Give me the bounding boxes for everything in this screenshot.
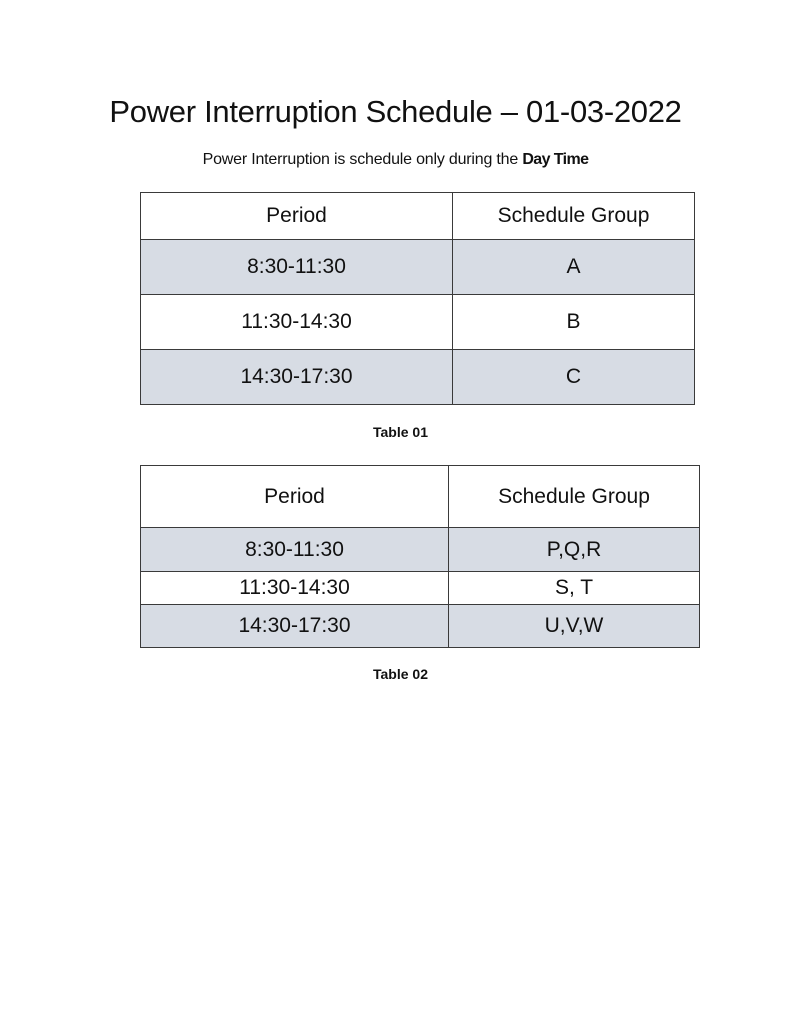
period-cell: 11:30-14:30 <box>141 295 453 350</box>
subtitle-text: Power Interruption is schedule only during the <box>202 151 523 168</box>
period-cell: 8:30-11:30 <box>141 240 453 295</box>
period-cell: 8:30-11:30 <box>141 528 449 572</box>
page-title: Power Interruption Schedule – 01-03-2022 <box>109 94 682 129</box>
table-caption-01: Table 01 <box>373 424 428 440</box>
table-row <box>141 350 695 405</box>
period-cell: 11:30-14:30 <box>141 572 449 605</box>
table-row <box>141 572 700 605</box>
table-header-row <box>141 193 695 240</box>
period-cell: 14:30-17:30 <box>141 605 449 648</box>
column-header-period: Period <box>141 193 453 240</box>
period-cell: 14:30-17:30 <box>141 350 453 405</box>
column-header-schedule-group: Schedule Group <box>453 193 695 240</box>
schedule-table-01 <box>140 192 695 405</box>
table-caption-02: Table 02 <box>373 666 428 682</box>
table-row <box>141 240 695 295</box>
column-header-schedule-group: Schedule Group <box>449 466 700 528</box>
group-cell: A <box>453 240 695 295</box>
table-header-row <box>141 466 700 528</box>
group-cell: C <box>453 350 695 405</box>
table-row <box>141 605 700 648</box>
page-subtitle <box>0 151 791 169</box>
group-cell: U,V,W <box>449 605 700 648</box>
group-cell: S, T <box>449 572 700 605</box>
subtitle-emphasis: Day Time <box>522 151 589 168</box>
group-cell: B <box>453 295 695 350</box>
group-cell: P,Q,R <box>449 528 700 572</box>
column-header-period: Period <box>141 466 449 528</box>
schedule-table-02 <box>140 465 700 648</box>
table-row <box>141 528 700 572</box>
table-row <box>141 295 695 350</box>
